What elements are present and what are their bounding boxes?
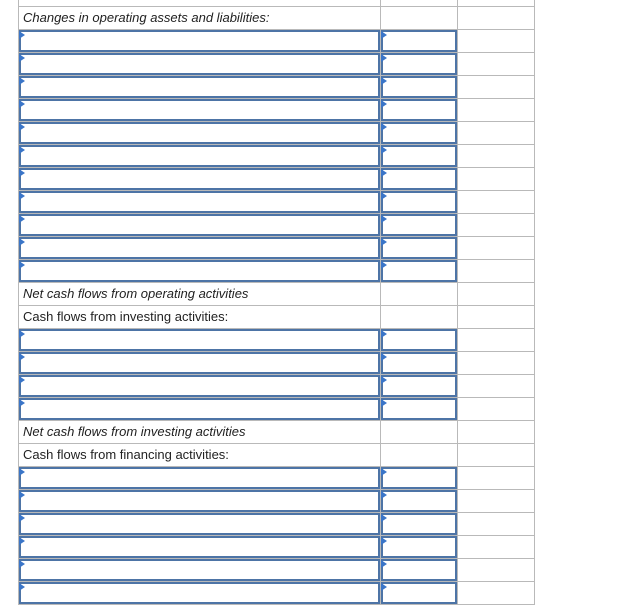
financing-item-input[interactable] xyxy=(19,536,380,558)
financing-item-input[interactable] xyxy=(19,467,380,489)
total-cell xyxy=(457,191,534,214)
operating-amount-input[interactable] xyxy=(381,260,457,282)
description-cell xyxy=(19,559,381,582)
amount-cell xyxy=(380,260,457,283)
amount-cell xyxy=(380,513,457,536)
investing-amount-input[interactable] xyxy=(381,352,457,374)
operating-amount-input[interactable] xyxy=(381,122,457,144)
financing-amount-input[interactable] xyxy=(381,536,457,558)
amount-cell xyxy=(380,237,457,260)
total-cell xyxy=(457,467,534,490)
description-cell xyxy=(19,53,381,76)
description-cell xyxy=(19,99,381,122)
financing-item-input[interactable] xyxy=(19,559,380,581)
amount-cell xyxy=(380,53,457,76)
table-row xyxy=(19,214,535,237)
amount-cell xyxy=(380,536,457,559)
description-cell xyxy=(19,329,381,352)
financing-amount-input[interactable] xyxy=(381,513,457,535)
table-row xyxy=(19,306,535,329)
table-row xyxy=(19,467,535,490)
table-row xyxy=(19,145,535,168)
operating-item-input[interactable] xyxy=(19,122,380,144)
total-cell xyxy=(457,352,534,375)
total-cell xyxy=(457,168,534,191)
total-cell xyxy=(457,582,534,605)
description-cell xyxy=(19,122,381,145)
amount-cell xyxy=(380,490,457,513)
total-cell xyxy=(457,398,534,421)
amount-cell xyxy=(380,329,457,352)
description-cell xyxy=(19,352,381,375)
amount-cell xyxy=(380,375,457,398)
table-row xyxy=(19,53,535,76)
operating-item-input[interactable] xyxy=(19,237,380,259)
amount-cell xyxy=(380,99,457,122)
operating-item-input[interactable] xyxy=(19,99,380,121)
description-cell xyxy=(19,398,381,421)
table-row xyxy=(19,30,535,53)
total-cell xyxy=(457,145,534,168)
operating-item-input[interactable] xyxy=(19,260,380,282)
financing-amount-input[interactable] xyxy=(381,490,457,512)
financing-header: Cash flows from financing activities: xyxy=(23,447,229,462)
description-cell xyxy=(19,168,381,191)
table-row xyxy=(19,191,535,214)
amount-cell xyxy=(380,421,457,444)
table-row xyxy=(19,99,535,122)
operating-item-input[interactable] xyxy=(19,145,380,167)
description-cell xyxy=(19,237,381,260)
description-cell xyxy=(19,513,381,536)
amount-cell xyxy=(380,398,457,421)
table-row xyxy=(19,582,535,605)
total-cell xyxy=(457,7,534,30)
table-row xyxy=(19,536,535,559)
amount-cell xyxy=(380,145,457,168)
table-row xyxy=(19,237,535,260)
total-cell xyxy=(457,490,534,513)
table-row xyxy=(19,421,535,444)
table-row xyxy=(19,398,535,421)
table-row xyxy=(19,168,535,191)
amount-cell xyxy=(380,306,457,329)
total-cell xyxy=(457,122,534,145)
cash-flow-table xyxy=(18,0,535,605)
net-operating-label: Net cash flows from operating activities xyxy=(23,286,249,301)
financing-amount-input[interactable] xyxy=(381,559,457,581)
financing-item-input[interactable] xyxy=(19,490,380,512)
table-row xyxy=(19,444,535,467)
total-cell xyxy=(457,99,534,122)
operating-item-input[interactable] xyxy=(19,30,380,52)
amount-cell xyxy=(380,191,457,214)
amount-cell xyxy=(380,76,457,99)
amount-cell xyxy=(380,352,457,375)
table-row xyxy=(19,283,535,306)
investing-header: Cash flows from investing activities: xyxy=(23,309,229,324)
description-cell xyxy=(19,306,381,329)
operating-item-input[interactable] xyxy=(19,53,380,75)
table-row xyxy=(19,352,535,375)
investing-amount-input[interactable] xyxy=(381,375,457,397)
total-cell xyxy=(457,283,534,306)
total-cell xyxy=(457,306,534,329)
table-row xyxy=(19,490,535,513)
operating-amount-input[interactable] xyxy=(381,237,457,259)
operating-amount-input[interactable] xyxy=(381,168,457,190)
table-row xyxy=(19,329,535,352)
total-cell xyxy=(457,375,534,398)
total-cell xyxy=(457,76,534,99)
description-cell xyxy=(19,7,381,30)
total-cell xyxy=(457,444,534,467)
table-row xyxy=(19,76,535,99)
financing-amount-input[interactable] xyxy=(381,582,457,604)
amount-cell xyxy=(380,214,457,237)
cash-flow-worksheet xyxy=(18,0,535,605)
amount-cell xyxy=(380,444,457,467)
description-cell xyxy=(19,30,381,53)
total-cell xyxy=(457,536,534,559)
operating-amount-input[interactable] xyxy=(381,214,457,236)
operating-item-input[interactable] xyxy=(19,168,380,190)
net-investing-label: Net cash flows from investing activities xyxy=(23,424,246,439)
description-cell xyxy=(19,421,381,444)
amount-cell xyxy=(380,30,457,53)
amount-cell xyxy=(380,582,457,605)
description-cell xyxy=(19,214,381,237)
financing-item-input[interactable] xyxy=(19,582,380,604)
total-cell xyxy=(457,214,534,237)
description-cell xyxy=(19,536,381,559)
table-row xyxy=(19,513,535,536)
investing-item-input[interactable] xyxy=(19,375,380,397)
total-cell xyxy=(457,513,534,536)
operating-amount-input[interactable] xyxy=(381,191,457,213)
amount-cell xyxy=(380,467,457,490)
table-row xyxy=(19,122,535,145)
description-cell xyxy=(19,76,381,99)
financing-amount-input[interactable] xyxy=(381,467,457,489)
operating-item-input[interactable] xyxy=(19,214,380,236)
amount-cell xyxy=(380,7,457,30)
investing-amount-input[interactable] xyxy=(381,329,457,351)
amount-cell xyxy=(380,559,457,582)
description-cell xyxy=(19,260,381,283)
operating-amount-input[interactable] xyxy=(381,99,457,121)
operating-item-input[interactable] xyxy=(19,76,380,98)
total-cell xyxy=(457,30,534,53)
investing-item-input[interactable] xyxy=(19,352,380,374)
description-cell xyxy=(19,467,381,490)
operating-amount-input[interactable] xyxy=(381,30,457,52)
changes-header: Changes in operating assets and liabilities: xyxy=(23,10,270,25)
description-cell xyxy=(19,145,381,168)
investing-item-input[interactable] xyxy=(19,329,380,351)
description-cell xyxy=(19,582,381,605)
operating-amount-input[interactable] xyxy=(381,76,457,98)
operating-item-input[interactable] xyxy=(19,191,380,213)
description-cell xyxy=(19,444,381,467)
investing-amount-input[interactable] xyxy=(381,398,457,420)
total-cell xyxy=(457,421,534,444)
operating-amount-input[interactable] xyxy=(381,145,457,167)
total-cell xyxy=(457,237,534,260)
amount-cell xyxy=(380,122,457,145)
table-row xyxy=(19,375,535,398)
total-cell xyxy=(457,53,534,76)
description-cell xyxy=(19,191,381,214)
total-cell xyxy=(457,559,534,582)
investing-item-input[interactable] xyxy=(19,398,380,420)
financing-item-input[interactable] xyxy=(19,513,380,535)
table-row xyxy=(19,260,535,283)
total-cell xyxy=(457,260,534,283)
description-cell xyxy=(19,490,381,513)
amount-cell xyxy=(380,168,457,191)
description-cell xyxy=(19,375,381,398)
total-cell xyxy=(457,329,534,352)
description-cell xyxy=(19,283,381,306)
table-row xyxy=(19,7,535,30)
amount-cell xyxy=(380,283,457,306)
operating-amount-input[interactable] xyxy=(381,53,457,75)
table-row xyxy=(19,559,535,582)
